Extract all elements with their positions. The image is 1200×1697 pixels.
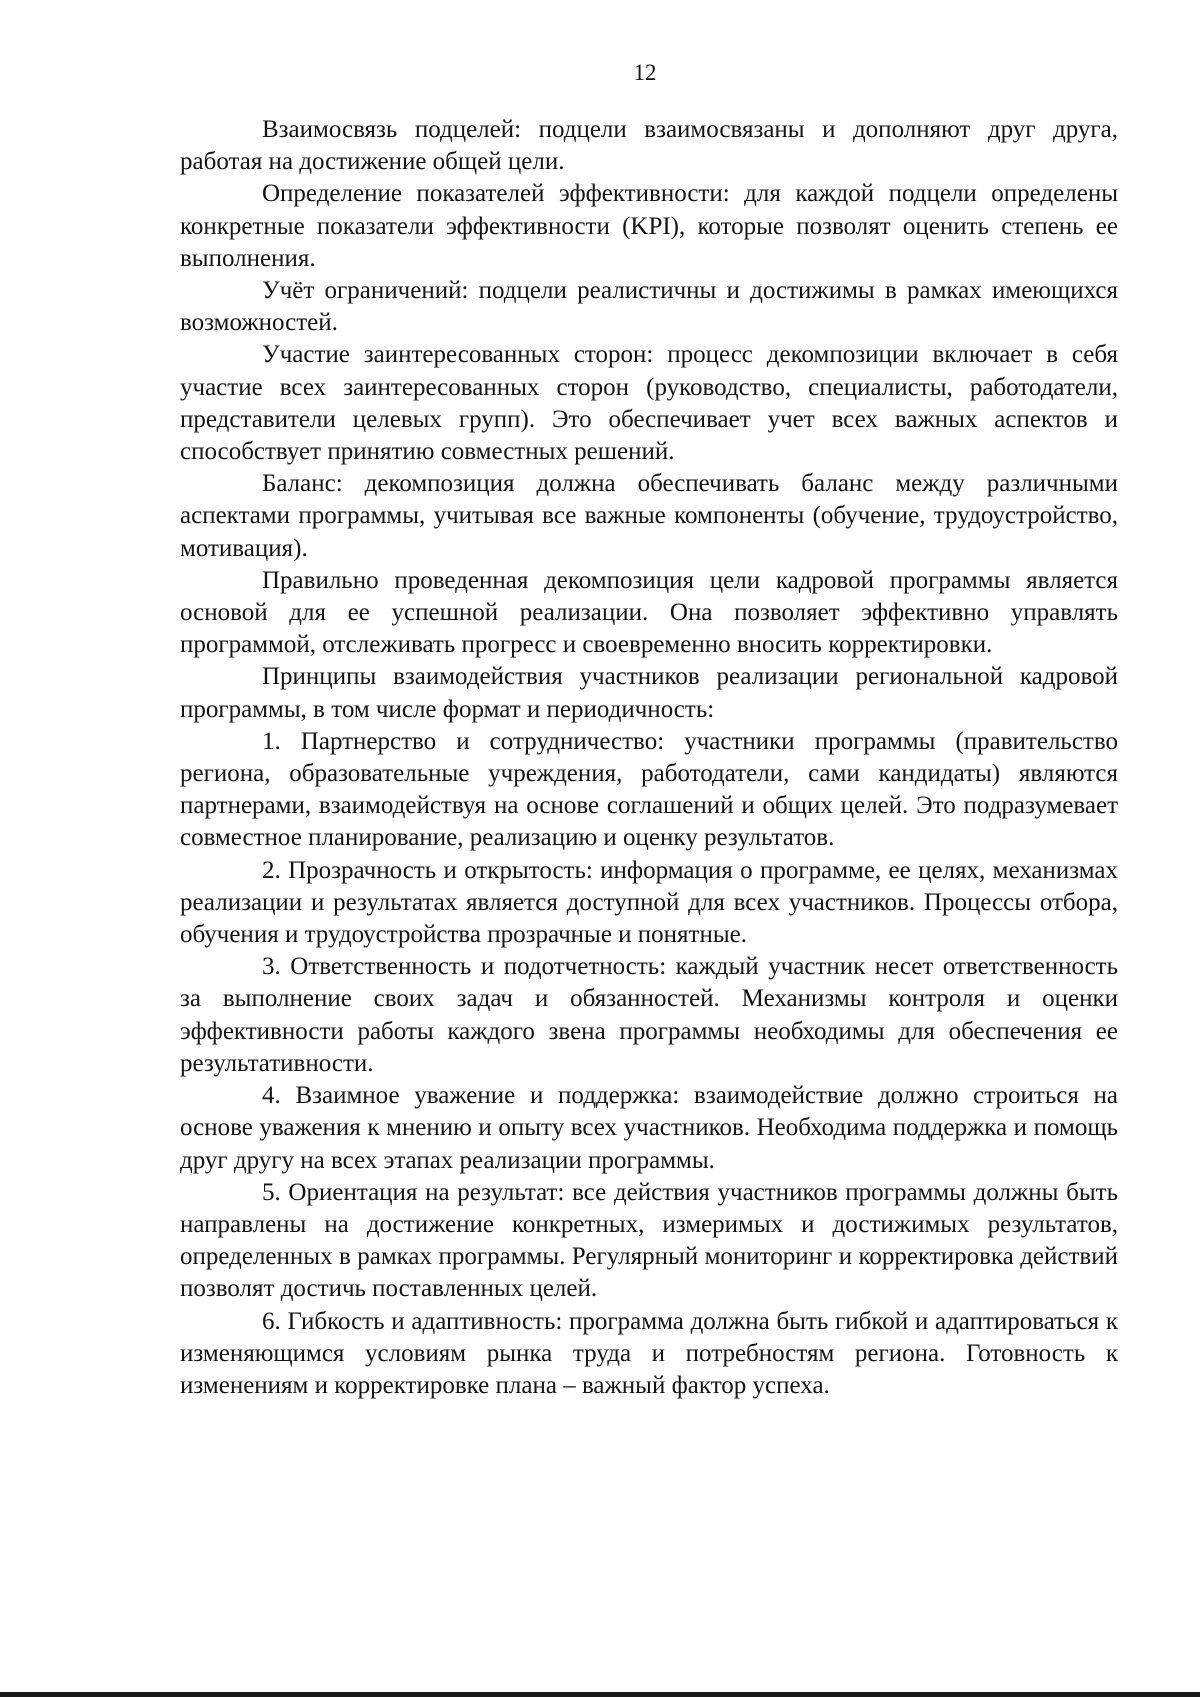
paragraph-subgoal-interrelation: Взаимосвязь подцелей: подцели взаимосвязаны и дополняют друг друга, работая на достижение общей цели. [180,116,1118,176]
principle-item-respect: 4. Взаимное уважение и поддержка: взаимодействие должно строиться на основе уважения к мнению и опыту всех участников. Необходима поддержка и помощь друг другу на всех этапах реализации программы. [180,1082,1118,1174]
principle-item-partnership: 1. Партнерство и сотрудничество: участники программы (правительство региона, образовательные учреждения, работодатели, сами кандидаты) являются партнерами, взаимодействуя на основе соглашений и общих целей. Это подразумевает совместное планирование, реализацию и оценку результатов. [180,727,1118,852]
principle-item-flexibility: 6. Гибкость и адаптивность: программа должна быть гибкой и адаптироваться к изменяющимся условиям рынка труда и потребностям региона. Готовность к изменениям и корректировке плана – важный фактор успеха. [180,1307,1118,1399]
body-text [180,114,1118,1402]
paragraph-balance: Баланс: декомпозиция должна обеспечивать баланс между различными аспектами программы, учитывая все важные компоненты (обучение, трудоустройство, мотивация). [180,470,1118,562]
paragraph-performance-indicators: Определение показателей эффективности: для каждой подцели определены конкретные показатели эффективности (KPI), которые позволят оценить степень ее выполнения. [180,180,1118,272]
paragraph-principles-intro: Принципы взаимодействия участников реализации региональной кадровой программы, в том числе формат и периодичность: [180,663,1118,723]
bottom-scan-border [0,1692,1200,1697]
paragraph-constraints: Учёт ограничений: подцели реалистичны и достижимы в рамках имеющихся возможностей. [180,277,1118,337]
principle-item-result-orientation: 5. Ориентация на результат: все действия участников программы должны быть направлены на достижение конкретных, измеримых и достижимых результатов, определенных в рамках программы. Регулярный мониторинг и корректировка действий позволят достичь поставленных целей. [180,1178,1118,1303]
page-number: 12 [633,60,657,85]
paragraph-stakeholders: Участие заинтересованных сторон: процесс декомпозиции включает в себя участие всех заинтересованных сторон (руководство, специалисты, работодатели, представители целевых групп). Это обеспечивает учет всех важных аспектов и способствует принятию совместных решений. [180,341,1118,466]
paragraph-decomposition-summary: Правильно проведенная декомпозиция цели кадровой программы является основой для ее успешной реализации. Она позволяет эффективно управлять программой, отслеживать прогресс и своевременно вносить корректировки. [180,566,1118,659]
principle-item-responsibility: 3. Ответственность и подотчетность: каждый участник несет ответственность за выполнение своих задач и обязанностей. Механизмы контроля и оценки эффективности работы каждого звена программы необходимы для обеспечения ее результативности. [180,953,1118,1077]
principle-item-transparency: 2. Прозрачность и открытость: информация о программе, ее целях, механизмах реализации и результатах является доступной для всех участников. Процессы отбора, обучения и трудоустройства прозрачные и понятные. [180,856,1118,949]
